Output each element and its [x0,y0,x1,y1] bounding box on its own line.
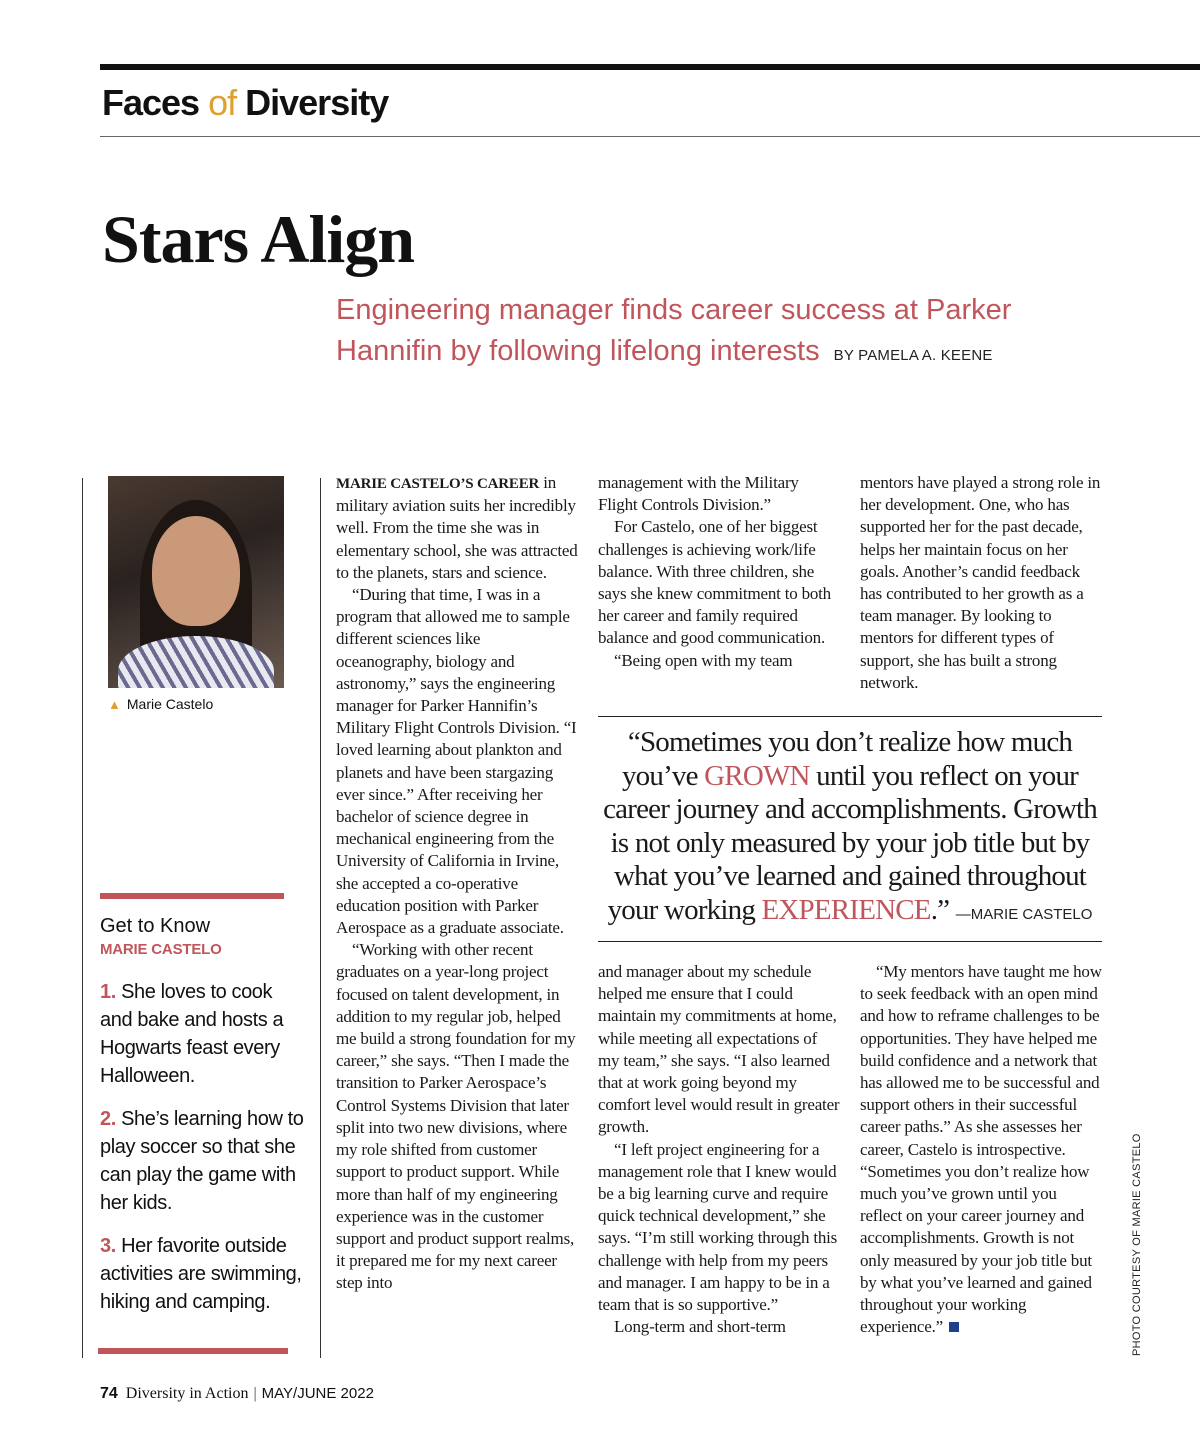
list-item-text: She loves to cook and bake and hosts a Hogwarts feast every Halloween. [100,981,284,1087]
body-text: in military aviation suits her incredibly well. From the time she was in elementary school, she was attracted to the planets, stars and science. [336,473,578,582]
lead-in: MARIE CASTELO’S CAREER [336,476,540,492]
body-paragraph: mentors have played a strong role in her development. One, who has supported her for the past decade, helps her maintain focus on her goals. Another’s candid feedback has contributed to her growth as a team manager. By looking to mentors for different types of support, she has built a strong network. [860,473,1101,692]
list-item-text: Her favorite outside activities are swimming, hiking and camping. [100,1235,302,1313]
pull-quote-bottom-rule [598,941,1102,942]
list-item [100,1232,305,1316]
pull-quote-text: “Sometimes you don’t realize how much you’ve [621,726,1073,792]
top-rule [100,64,1200,70]
caption-text: Marie Castelo [126,696,214,712]
end-mark-icon [949,1322,959,1332]
sidebar-left-rule [82,478,83,1358]
body-paragraph: “During that time, I was in a program that allowed me to sample different sciences like oceanography, biology and astronomy,” says the engineering manager for Parker Hannifin’s Military Flight Controls Division. “I loved learning about plankton and planets and have been stargazing ever since.” After receiving her bachelor of science degree in mechanical engineering from the University of California in Irvine, she accepted a co-operative education position with Parker Aerospace as a graduate associate. [336,585,577,938]
list-item [100,978,305,1090]
get-to-know-name: MARIE CASTELO [100,941,222,958]
article-headline: Stars Align [102,201,415,277]
page-number: 74 [100,1385,118,1402]
pull-quote-highlight: GROWN [704,759,810,792]
list-item [100,1105,305,1217]
body-column-3-bottom [860,961,1102,1338]
body-paragraph: “Being open with my team [614,650,793,670]
pull-quote-text: .” [930,893,950,926]
get-to-know-top-rule [100,893,284,899]
list-item-text: She’s learning how to play soccer so that she can play the game with her kids. [100,1108,304,1214]
body-paragraph: “Working with other recent graduates on a year-long project focused on talent development, in addition to my regular job, helped me build a strong foundation for my career,” she says. “Then I made the transition to Parker Aerospace’s Control Systems Division that later split into two new divisions, where my role shifted from customer support to product support. While more than half of my engineering experience was in the customer support and product support realms, it prepared me for my next career step into [336,940,576,1293]
photo-caption [108,696,213,712]
issue-date: MAY/JUNE 2022 [261,1385,374,1402]
body-paragraph: Long-term and short-term [614,1317,786,1337]
body-paragraph [860,961,1102,1338]
body-column-3-top [860,472,1102,694]
body-paragraph: management with the Military Flight Controls Division.” [598,473,799,515]
sidebar-right-rule [320,478,321,1358]
body-column-2-top [598,472,840,672]
magazine-name: Diversity in Action [125,1385,249,1402]
footer-separator: | [253,1385,257,1402]
body-paragraph: For Castelo, one of her biggest challenges is achieving work/life balance. With three children, she says she knew commitment to both her career and family required balance and good communication. [598,517,831,648]
pull-quote-text: until you reflect on your career journey and accomplishments. Growth is not only measured by your job title but by what you’ve learned and gained throughout your working [603,759,1097,926]
section-word-faces: Faces [102,82,200,123]
section-title [102,82,388,124]
pull-quote [598,726,1102,931]
body-paragraph: “I left project engineering for a management role that I knew would be a big learning curve and require quick technical development,” she says. “I’m still working through this challenge with help from my peers and manager. I am happy to be in a team that is so supportive.” [598,1139,838,1315]
get-to-know-list [100,978,305,1331]
page-footer [100,1385,374,1403]
deck-text: Engineering manager finds career success at Parker Hannifin by following lifelong interests [336,294,1012,367]
list-item-number: 1. [100,981,116,1003]
article-deck [336,290,1116,376]
get-to-know-heading: Get to Know [100,915,211,937]
get-to-know-bottom-rule [98,1348,288,1354]
byline: BY PAMELA A. KEENE [833,347,993,364]
body-paragraph [336,472,578,584]
pull-quote-top-rule [598,716,1102,717]
section-word-diversity: Diversity [245,82,389,123]
list-item-number: 3. [100,1235,116,1257]
pull-quote-attribution: —MARIE CASTELO [955,905,1093,923]
body-paragraph: and manager about my schedule helped me ensure that I could maintain my commitments at home, while meeting all expectations of my team,” she says. “I also learned that at work going beyond my comfort level would result in greater growth. [598,962,840,1137]
portrait-photo [108,476,284,688]
section-divider [100,136,1200,137]
pull-quote-highlight: EXPERIENCE [761,893,931,926]
photo-credit: PHOTO COURTESY OF MARIE CASTELO [1131,1133,1143,1356]
list-item-number: 2. [100,1108,116,1130]
body-text: “My mentors have taught me how to seek feedback with an open mind and how to reframe challenges to be opportunities. They have helped me build confidence and a network that has allowed me to be successful and support others in their successful career paths.” As she assesses her career, Castelo is introspective. “Sometimes you don’t realize how much you’ve grown until you reflect on your career journey and accomplishments. Growth is not only measured by your job title but by what you’ve learned and gained throughout your working experience.” [860,962,1102,1337]
body-column-1 [336,472,578,1295]
section-word-of: of [208,82,237,123]
triangle-icon: ▲ [108,697,121,712]
body-column-2-bottom [598,961,840,1338]
portrait-face [152,516,240,626]
